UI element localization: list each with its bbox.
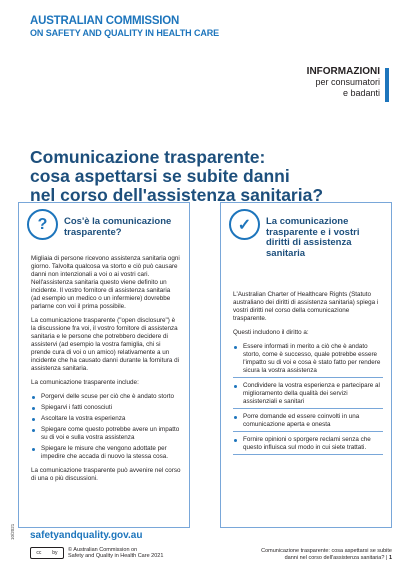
list-item: Spiegarvi i fatti conosciuti xyxy=(31,404,181,412)
title-line3: nel corso dell'assistenza sanitaria? xyxy=(30,185,324,205)
audience-bar xyxy=(385,68,389,102)
license-block xyxy=(30,547,163,560)
question-icon: ? xyxy=(27,209,58,240)
right-bullet-list xyxy=(233,343,383,455)
list-item: Spiegare le misure che vengono adottate per impedire che accada di nuovo la stessa cosa. xyxy=(31,445,181,461)
left-panel-body xyxy=(31,255,181,489)
list-item: Porgervi delle scuse per ciò che è andato storto xyxy=(31,393,181,401)
left-paragraph-1: Migliaia di persone ricevono assistenza sanitaria ogni giorno. Talvolta qualcosa va storto e ciò può causare danni non intenzionali a voi o ai vostri cari. Nell'assistenza sanitaria questo viene definito un incidente. Il vostro fornitore di assistenza sanitaria (ad esempio un medico o un infermiere) dovrebbe parlarne con voi il prima possibile. xyxy=(31,255,180,310)
title-line2: cosa aspettarsi se subite danni xyxy=(30,166,290,186)
left-paragraph-4: La comunicazione trasparente può avvenire nel corso di una o più discussioni. xyxy=(31,467,181,482)
title-line1: Comunicazione trasparente: xyxy=(30,147,266,167)
page-number: 1 xyxy=(388,554,392,561)
right-panel-body xyxy=(233,291,383,461)
right-paragraph-2: Questi includono il diritto a: xyxy=(233,329,309,336)
footer-right: Comunicazione trasparente: cosa aspettarsi se subite danni nel corso dell'assistenza sanitaria? | 1 xyxy=(261,548,392,561)
creative-commons-icon: cc by xyxy=(30,547,64,559)
info-panel-right xyxy=(220,202,392,528)
copyright xyxy=(68,547,163,560)
list-item: Porre domande ed essere coinvolti in una comunicazione aperta e onesta xyxy=(233,413,383,432)
footer-left xyxy=(30,530,163,560)
document-code: 10/2021 xyxy=(10,523,15,540)
audience-line3: e badanti xyxy=(342,88,380,98)
copyright-line2: Safety and Quality in Health Care 2021 xyxy=(68,553,164,559)
audience-heading: INFORMAZIONI xyxy=(306,66,380,77)
right-panel-title: La comunicazione trasparente e i vostri diritti di assistenza sanitaria xyxy=(266,216,360,259)
info-panel-left xyxy=(18,202,190,528)
audience-label xyxy=(307,66,380,99)
copyright-line1: © Australian Commission on xyxy=(68,546,138,553)
left-bullet-list xyxy=(31,393,181,461)
list-item: Essere informati in merito a ciò che è andato storto, come è successo, quale potrebbe essere l'impatto su di voi e cosa è stato fatto per rendere sicura la vostra assistenza xyxy=(233,343,383,378)
list-item: Fornire opinioni o sporgere reclami senza che questo influisca sul modo in cui siete trattati. xyxy=(233,436,383,455)
list-item: Ascoltare la vostra esperienza xyxy=(31,415,181,423)
organization-logo xyxy=(30,16,219,39)
website-link[interactable]: safetyandquality.gov.au xyxy=(30,530,143,541)
page-title xyxy=(30,148,390,205)
footer-doc-title-line1: Comunicazione trasparente: cosa aspettarsi se subite xyxy=(261,548,392,554)
footer-doc-title-line2: danni nel corso dell'assistenza sanitaria? xyxy=(284,554,385,561)
right-paragraph-1: L'Australian Charter of Healthcare Rights (Statuto australiano dei diritti di assistenza sanitaria) spiega i vostri diritti nel corso della comunicazione trasparente. xyxy=(233,291,379,322)
left-panel-title: Cos'è la comunicazione trasparente? xyxy=(64,216,172,238)
org-name-line2: ON SAFETY AND QUALITY IN HEALTH CARE xyxy=(30,28,220,38)
audience-line2: per consumatori xyxy=(315,77,380,87)
checkmark-icon: ✓ xyxy=(229,209,260,240)
org-name-line1: AUSTRALIAN COMMISSION xyxy=(30,15,180,27)
list-item: Condividere la vostra esperienza e partecipare al miglioramento della qualità dei servizi assistenziali e sanitari xyxy=(233,382,383,409)
list-item: Spiegare come questo potrebbe avere un impatto su di voi e sulla vostra assistenza xyxy=(31,426,181,442)
left-paragraph-2: La comunicazione trasparente ("open disclosure") è la discussione fra voi, il vostro fornitore di assistenza sanitaria e le persone che potrebbero decidere di assistervi (ad esempio la vostra famiglia, chi si prende cura di voi o un amico) relativamente a un incidente che ha causato danni durante la fornitura di assistenza sanitaria. xyxy=(31,317,180,372)
left-paragraph-3: La comunicazione trasparente include: xyxy=(31,379,139,386)
